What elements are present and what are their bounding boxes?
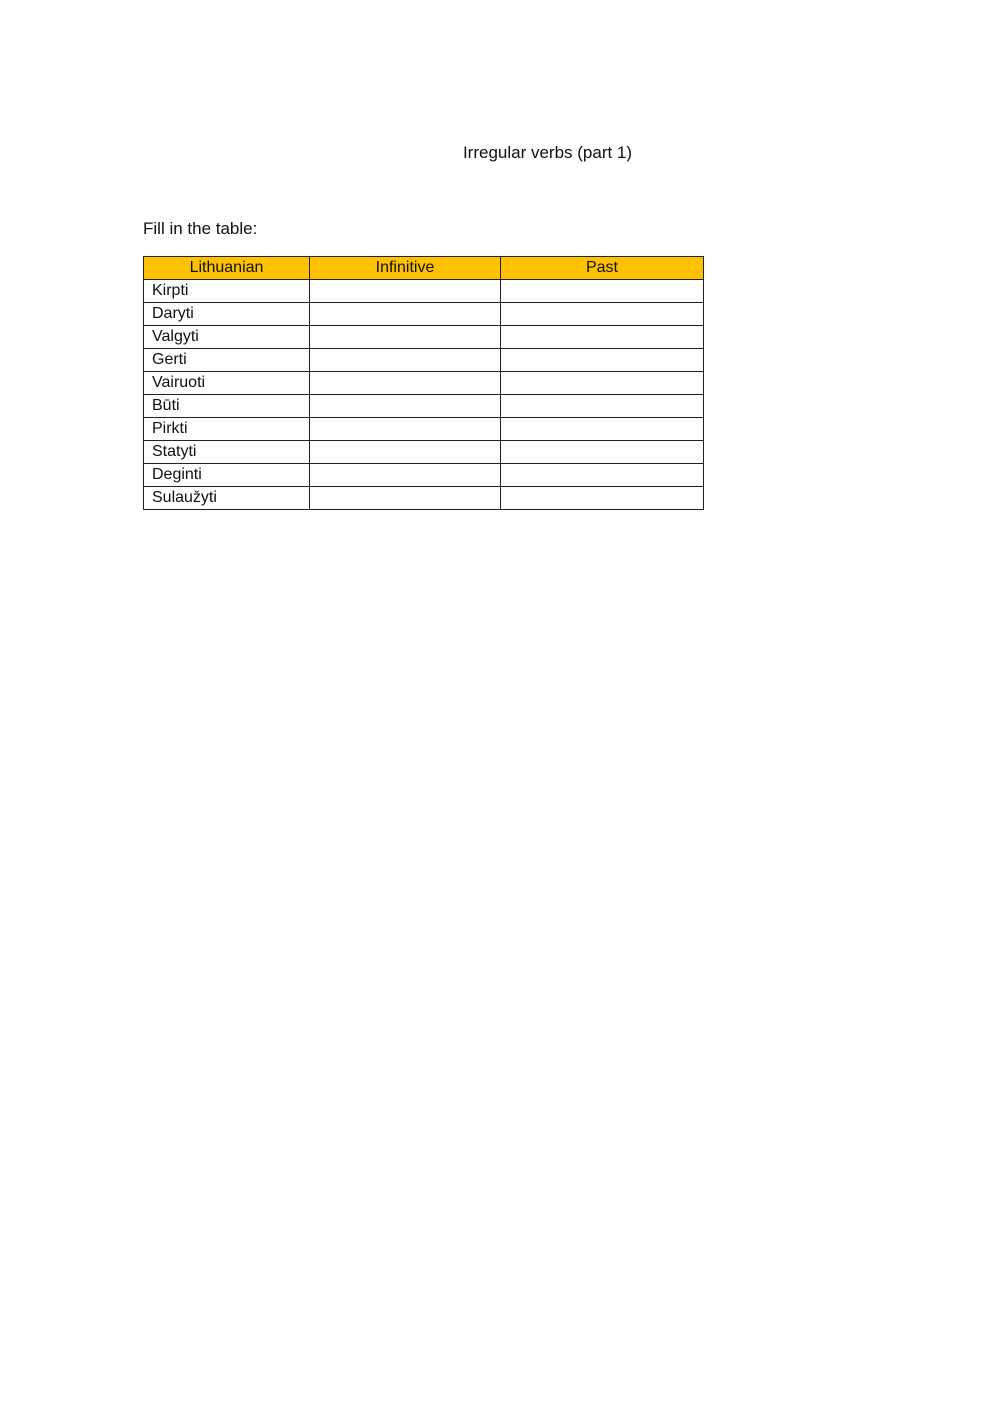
cell-lithuanian: Kirpti [144,280,310,303]
cell-infinitive[interactable] [310,418,501,441]
cell-past[interactable] [501,395,704,418]
table-row [144,349,704,372]
cell-lithuanian: Daryti [144,303,310,326]
cell-past[interactable] [501,280,704,303]
table-row [144,326,704,349]
cell-infinitive[interactable] [310,372,501,395]
cell-infinitive[interactable] [310,441,501,464]
cell-infinitive[interactable] [310,487,501,510]
cell-infinitive[interactable] [310,303,501,326]
cell-infinitive[interactable] [310,280,501,303]
table-row [144,464,704,487]
table-row [144,441,704,464]
cell-infinitive[interactable] [310,326,501,349]
table-header-row [144,257,704,280]
cell-past[interactable] [501,464,704,487]
cell-lithuanian: Sulaužyti [144,487,310,510]
cell-lithuanian: Vairuoti [144,372,310,395]
table-row [144,280,704,303]
table-row [144,418,704,441]
cell-lithuanian: Valgyti [144,326,310,349]
verbs-table [143,256,704,510]
cell-past[interactable] [501,349,704,372]
cell-infinitive[interactable] [310,395,501,418]
header-lithuanian: Lithuanian [144,257,310,280]
cell-lithuanian: Pirkti [144,418,310,441]
cell-past[interactable] [501,487,704,510]
cell-past[interactable] [501,418,704,441]
table-row [144,487,704,510]
cell-lithuanian: Būti [144,395,310,418]
cell-past[interactable] [501,326,704,349]
page-title: Irregular verbs (part 1) [462,143,633,162]
cell-past[interactable] [501,441,704,464]
cell-infinitive[interactable] [310,464,501,487]
table-body [144,280,704,510]
cell-lithuanian: Deginti [144,464,310,487]
cell-lithuanian: Statyti [144,441,310,464]
cell-past[interactable] [501,372,704,395]
cell-lithuanian: Gerti [144,349,310,372]
cell-infinitive[interactable] [310,349,501,372]
instruction-text: Fill in the table: [143,219,258,238]
table-row [144,372,704,395]
table-row [144,303,704,326]
table-row [144,395,704,418]
header-infinitive: Infinitive [310,257,501,280]
cell-past[interactable] [501,303,704,326]
header-past: Past [501,257,704,280]
